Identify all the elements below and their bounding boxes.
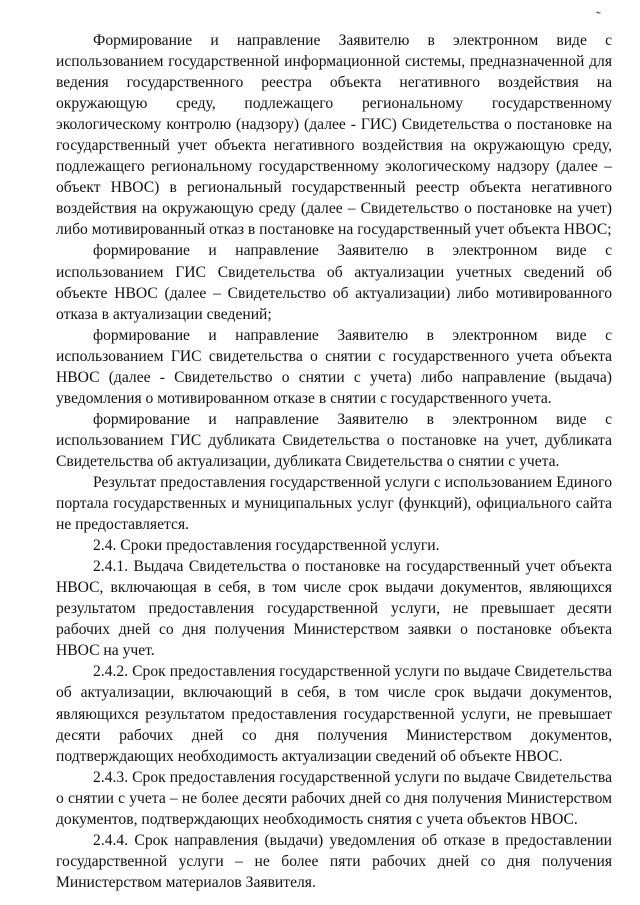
paragraph-service-result-registration: Формирование и направление Заявителю в электронном виде с использованием государственной информационной системы, предназначенной для ведения государственного реестра объекта негативного воздействия на окружающую среду, подлежащего региональному государственному экологическому контролю (надзору) (далее - ГИС) Свидетельства о постановке на государственный учет объекта негативного воздействия на окружающую среду, подлежащего региональному государственному экологическому надзору (далее – объект НВОС) в региональный государственный реестр объекта негативного воздействия на окружающую среду (далее – Свидетельство о постановке на учет) либо мотивированный отказ в постановке на государственный учет объекта НВОС; [56,32,612,239]
paragraph-service-result-deregistration: формирование и направление Заявителю в электронном виде с использованием ГИС свидетельства о снятии с государственного учета объекта НВОС (далее - Свидетельство о снятии с учета) либо направление (выдача) уведомления о мотивированном отказе в снятии с государственного учета. [56,326,612,407]
paragraph-2-4-1: 2.4.1. Выдача Свидетельства о постановке на государственный учет объекта НВОС, включающая в себя, в том числе срок выдачи документов, являющихся результатом предоставления государственной услуги, не превышает десяти рабочих дней со дня получения Министерством заявки о постановке объекта НВОС на учет. [56,558,612,660]
paragraph-2-4-4: 2.4.4. Срок направления (выдачи) уведомления об отказе в предоставлении государственной услуги – не более пяти рабочих дней со дня получения Министерством материалов Заявителя. [56,831,612,891]
paragraph-2-4-2: 2.4.2. Срок предоставления государственной услуги по выдаче Свидетельства об актуализации, включающий в себя, в том числе срок выдачи документов, являющихся результатом предоставления государственной услуги, не превышает десяти рабочих дней со дня получения Министерством документов, подтверждающих необходимость актуализации сведений об объекте НВОС. [56,663,612,765]
document-body [56,30,612,893]
paragraph-2-4-3: 2.4.3. Срок предоставления государственной услуги по выдаче Свидетельства о снятии с учета – не более десяти рабочих дней со дня получения Министерством документов, подтверждающих необходимость снятия с учета объектов НВОС. [56,768,612,828]
section-heading-deadlines: 2.4. Сроки предоставления государственной услуги. [93,537,440,555]
paragraph-service-result-duplicates: формирование и направление Заявителю в электронном виде с использованием ГИС дубликата Свидетельства о постановке на учет, дубликата Свидетельства об актуализации, дубликата Свидетельства о снятии с учета. [56,410,612,470]
paragraph-service-result-actualization: формирование и направление Заявителю в электронном виде с использованием ГИС Свидетельства об актуализации учетных сведений об объекте НВОС (далее – Свидетельство об актуализации) либо мотивированного отказа в актуализации сведений; [56,242,612,323]
page-mark: ˜ [596,10,601,25]
paragraph-portal-note: Результат предоставления государственной услуги с использованием Единого портала государственных и муниципальных услуг (функций), официального сайта не предоставляется. [56,473,612,534]
